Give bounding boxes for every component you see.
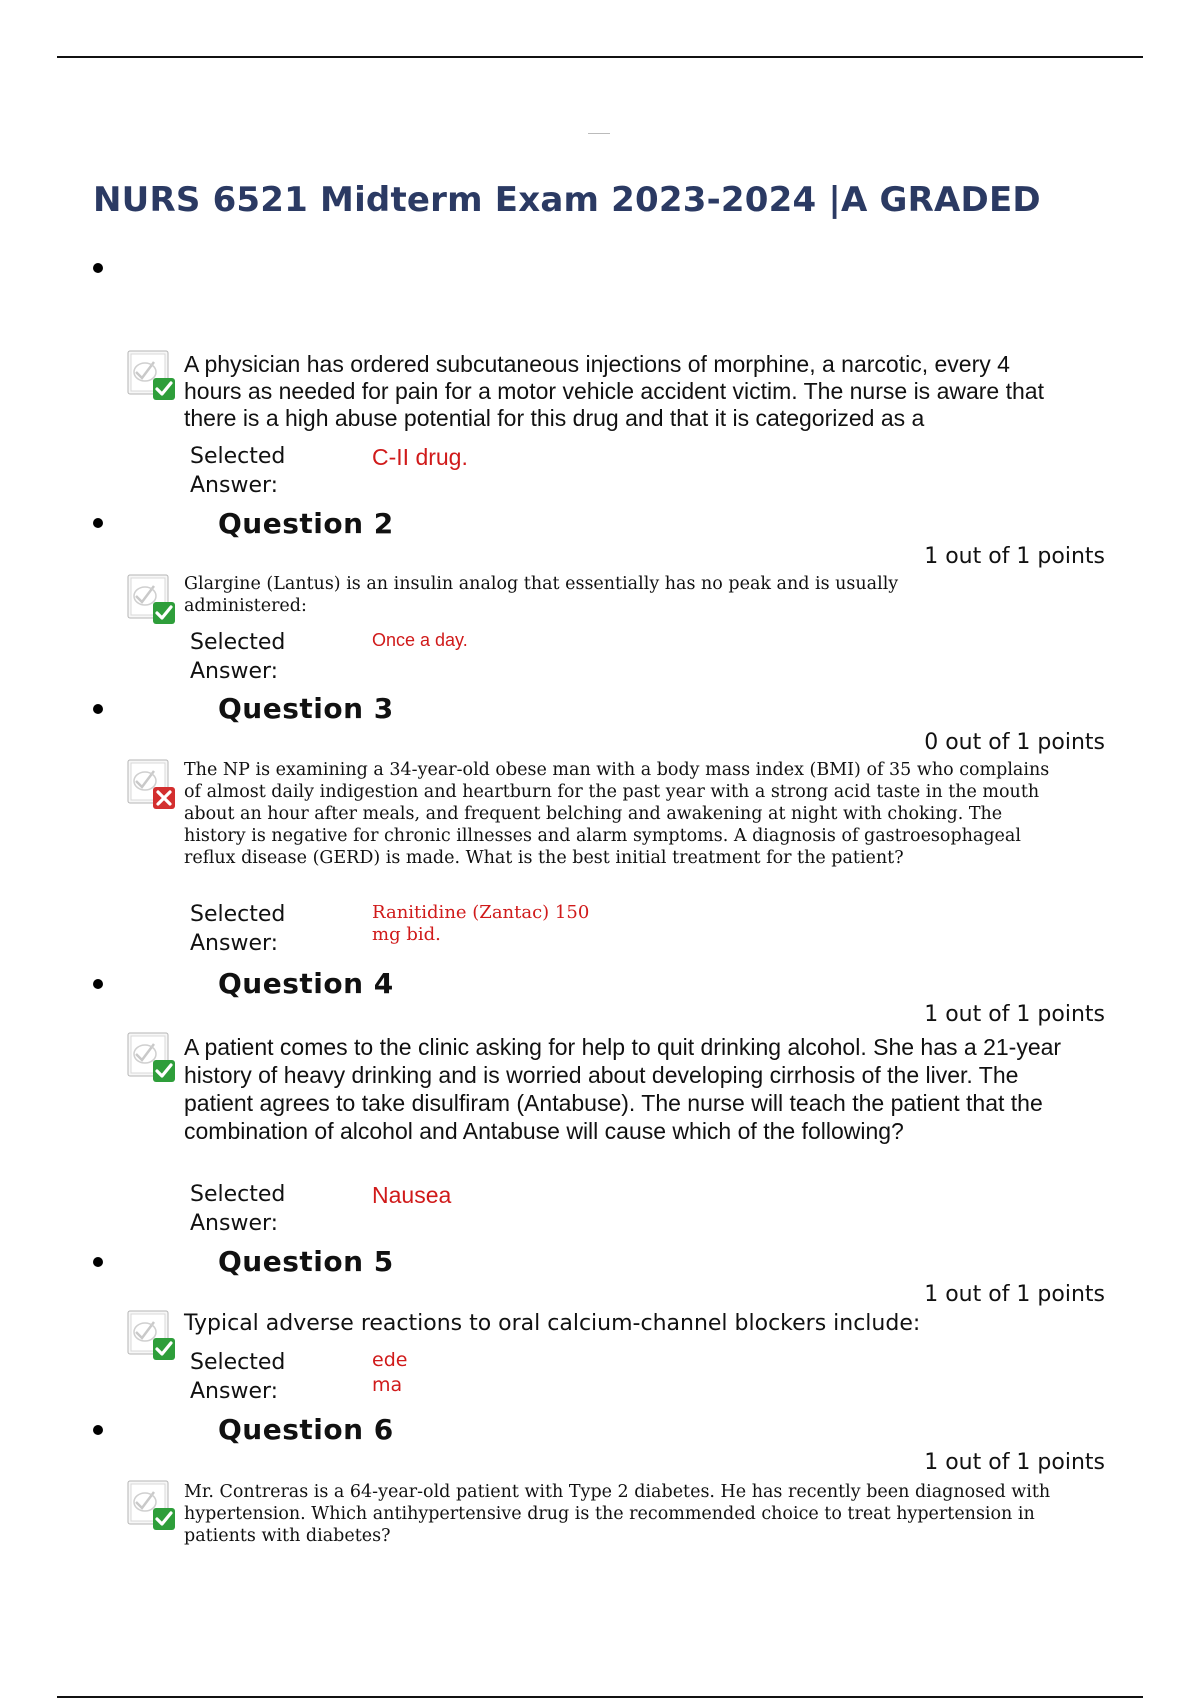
bullet — [93, 1257, 103, 1267]
check-icon — [127, 350, 179, 402]
bullet — [93, 518, 103, 528]
question-5-answer: ede ma — [372, 1349, 408, 1396]
question-5-heading: Question 5 — [218, 1245, 394, 1278]
bullet — [93, 704, 103, 714]
question-2-heading: Question 2 — [218, 507, 394, 540]
question-5-points: 1 out of 1 points — [924, 1282, 1105, 1307]
selected-answer-label: Selected Answer: — [190, 444, 286, 498]
question-3-text: The NP is examining a 34-year-old obese man with a body mass index (BMI) of 35 who complains of almost daily indigestion and heartburn for the past year with a strong acid taste in the mouth about an hour after meals, and frequent belching and awakening at night with choking. The history is negative for chronic illnesses and alarm symptoms. A diagnosis of gastroesophageal reflux disease (GERD) is made. What is the best initial treatment for the patient? — [184, 760, 1050, 868]
check-icon — [127, 1032, 179, 1084]
question-2-points: 1 out of 1 points — [924, 544, 1105, 569]
question-4-answer: Nausea — [372, 1182, 452, 1208]
selected-answer-label: Selected Answer: — [190, 630, 286, 684]
question-2-text: Glargine (Lantus) is an insulin analog that essentially has no peak and is usually administered: — [184, 574, 899, 616]
top-rule — [57, 56, 1143, 58]
question-6-text: Mr. Contreras is a 64-year-old patient with Type 2 diabetes. He has recently been diagnosed with hypertension. Which antihypertensive drug is the recommended choice to treat hypertension in patients with diabetes? — [184, 1482, 1051, 1546]
question-5-text: Typical adverse reactions to oral calcium-channel blockers include: — [184, 1311, 921, 1336]
question-6-points: 1 out of 1 points — [924, 1450, 1105, 1475]
check-icon — [127, 574, 179, 626]
document-title: NURS 6521 Midterm Exam 2023-2024 |A GRADED — [93, 180, 1041, 220]
question-4-points: 1 out of 1 points — [924, 1002, 1105, 1027]
question-1-answer: C-II drug. — [372, 444, 468, 470]
question-1-text: A physician has ordered subcutaneous injections of morphine, a narcotic, every 4 hours as needed for pain for a motor vehicle accident victim. The nurse is aware that there is a high abuse potential for this drug and that it is categorized as a — [184, 351, 1044, 431]
bottom-rule — [57, 1696, 1143, 1698]
bullet — [93, 979, 103, 989]
selected-answer-label: Selected Answer: — [190, 902, 286, 956]
question-2-answer: Once a day. — [372, 630, 468, 650]
header-mark — [588, 133, 610, 134]
question-3-answer: Ranitidine (Zantac) 150 mg bid. — [372, 902, 590, 945]
selected-answer-label: Selected Answer: — [190, 1182, 286, 1236]
question-4-heading: Question 4 — [218, 967, 394, 1000]
check-icon — [127, 1480, 179, 1532]
question-4-text: A patient comes to the clinic asking for help to quit drinking alcohol. She has a 21-year history of heavy drinking and is worried about developing cirrhosis of the liver. The patient agrees to take disulfiram (Antabuse). The nurse will teach the patient that the combination of alcohol and Antabuse will cause which of the following? — [184, 1034, 1062, 1144]
check-icon — [127, 1310, 179, 1362]
selected-answer-label: Selected Answer: — [190, 1350, 286, 1404]
question-3-points: 0 out of 1 points — [924, 730, 1105, 755]
bullet — [93, 1425, 103, 1435]
bullet — [93, 263, 103, 273]
question-3-heading: Question 3 — [218, 692, 394, 725]
question-6-heading: Question 6 — [218, 1413, 394, 1446]
x-icon — [127, 759, 179, 811]
